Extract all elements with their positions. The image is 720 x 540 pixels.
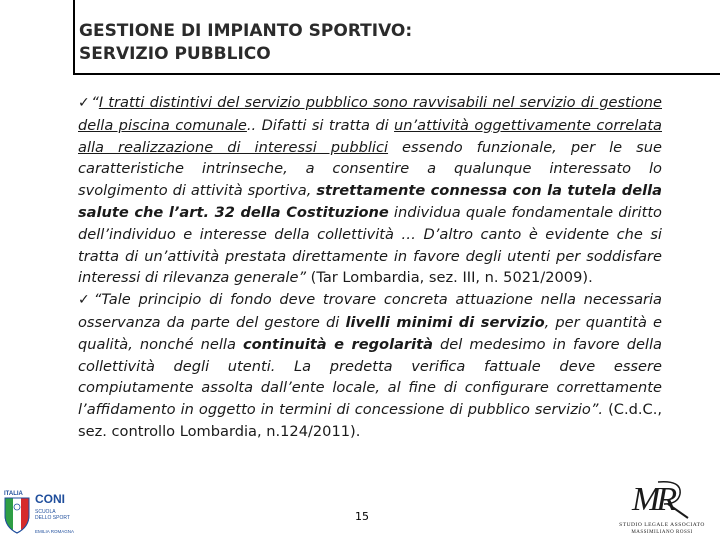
p2-citation: (C.d.C., sez. controllo Lombardia, n.124/2011). (78, 401, 662, 440)
p2-text-3: del medesimo in favore della collettività degli utenti. La predetta verifica fattuale deve essere compiutamente assolta dall’ente locale, al fine di configurare correttamente l’affidamento in oggetto in termini di concessione di pubblico servizio”. (78, 335, 662, 419)
mr-monogram-icon (631, 481, 688, 518)
p2-text-1: “Tale principio di fondo deve trovare concreta attuazione nella necessaria osservanza da parte del gestore di (78, 291, 663, 331)
checkmark-bullet-icon: ✓ (78, 95, 91, 111)
coni-name-text: CONI (35, 492, 65, 506)
studio-legale-logo (612, 474, 712, 536)
p2-bold-2: continuità e regolarità (242, 335, 433, 353)
p2-text-2: , per quantità e qualità, nonché nella (78, 313, 662, 353)
p2-bold-1: livelli minimi di servizio (345, 313, 545, 331)
title-divider (73, 73, 720, 75)
page-number: 15 (355, 510, 369, 523)
p1-citation: (Tar Lombardia, sez. III, n. 5021/2009). (306, 269, 593, 287)
p1-bold-1: strettamente connessa con la tutela della salute che l’art. 32 della Costituzione (78, 182, 662, 221)
checkmark-bullet-icon: ✓ (78, 292, 93, 309)
paragraph-2 (78, 289, 662, 443)
coni-line2-text: DELLO SPORT (35, 515, 70, 521)
coni-line1-text: SCUOLA (35, 509, 56, 515)
slide-title (79, 20, 639, 66)
p1-underlined-1: I tratti distintivi del servizio pubblico sono ravvisabili nel servizio di gestione della piscina comunale (78, 94, 662, 134)
p1-text-3: individua quale fondamentale diritto dell’individuo e interesse della collettività … D’altro canto è evidente che si tratta di un’attività prestata direttamente in favore degli utenti per soddisfare interessi di rilevanza generale” (78, 203, 662, 287)
paragraph-1 (78, 92, 662, 289)
p1-text-2: essendo funzionale, per le sue caratteristiche intrinseche, a consentire a qualunque interessato lo svolgimento di attività sportiva, (78, 138, 662, 200)
coni-region-text: EMILIA ROMAGNA (35, 529, 75, 534)
mr-line1-text: STUDIO LEGALE ASSOCIATO (619, 522, 705, 528)
mr-line2-text: MASSIMILIANO ROSSI (631, 530, 693, 535)
slide-body (78, 92, 662, 443)
title-left-bar (73, 0, 75, 75)
p1-underlined-2: un’attività oggettivamente correlata alla realizzazione di interessi pubblici (78, 116, 662, 156)
p1-quote-open: “ (91, 94, 99, 111)
title-line-2: SERVIZIO PUBBLICO (79, 44, 271, 64)
title-line-1: GESTIONE DI IMPIANTO SPORTIVO: (79, 21, 413, 41)
coni-logo (3, 487, 75, 537)
italy-shield-icon (5, 498, 29, 533)
p1-text-1: .. Difatti si tratta di (246, 116, 395, 134)
mr-monogram-text: MR (632, 481, 674, 518)
coni-italia-text: ITALIA (4, 491, 23, 497)
